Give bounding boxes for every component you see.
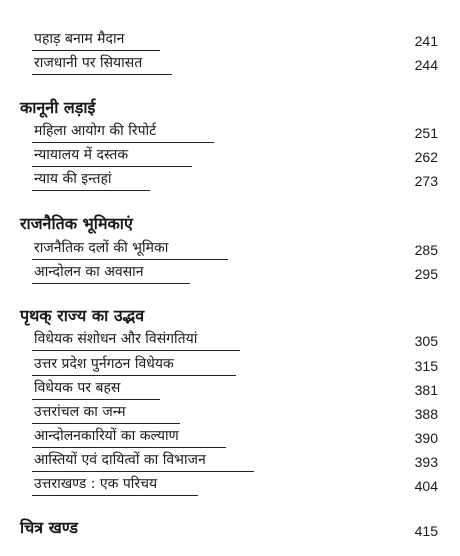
section-heading: पृथक् राज्य का उद्भव (20, 306, 145, 325)
entry-underline (32, 74, 172, 75)
toc-entry (0, 30, 460, 54)
toc-entry-page: 415 (414, 523, 438, 539)
section-heading: राजनैतिक भूमिकाएं (20, 214, 133, 233)
toc-entry (0, 355, 460, 379)
entry-underline (32, 190, 150, 191)
entry-underline (32, 423, 180, 424)
toc-entry-title: विधेयक संशोधन और विसंगतियां (34, 331, 198, 347)
toc-entry-page: 273 (414, 173, 438, 189)
entry-underline (32, 350, 240, 351)
entry-underline (32, 471, 254, 472)
toc-entry (0, 451, 460, 475)
entry-underline (32, 283, 190, 284)
toc-entry-page: 295 (414, 266, 438, 282)
toc-entry (0, 122, 460, 146)
section-heading: कानूनी लड़ाई (20, 98, 96, 117)
toc-entry (0, 170, 460, 194)
toc-entry-title: उत्तराखण्ड : एक परिचय (34, 476, 158, 492)
toc-entry (0, 239, 460, 263)
entry-underline (32, 495, 198, 496)
toc-entry-page: 404 (414, 478, 438, 494)
toc-entry-page: 305 (414, 333, 438, 349)
toc-entry-page: 244 (414, 57, 438, 73)
entry-underline (32, 375, 236, 376)
toc-entry-page: 315 (414, 358, 438, 374)
toc-entry-title: राजधानी पर सियासत (34, 55, 143, 71)
toc-entry-title: उत्तरांचल का जन्म (34, 404, 126, 420)
toc-entry-page: 285 (414, 242, 438, 258)
toc-entry-title: आस्तियों एवं दायित्वों का विभाजन (34, 452, 206, 468)
toc-entry-title: राजनैतिक दलों की भूमिका (34, 240, 169, 256)
entry-underline (32, 399, 160, 400)
toc-entry (0, 54, 460, 78)
toc-entry-title: आन्दोलन का अवसान (34, 264, 144, 280)
entry-underline (32, 50, 160, 51)
toc-entry-page: 381 (414, 382, 438, 398)
toc-entry (0, 475, 460, 499)
toc-entry-page: 393 (414, 454, 438, 470)
toc-entry (0, 146, 460, 170)
toc-entry (0, 427, 460, 451)
section-heading: चित्र खण्ड (20, 518, 78, 537)
toc-entry-title: विधेयक पर बहस (34, 380, 121, 396)
toc-entry-page: 262 (414, 149, 438, 165)
entry-underline (32, 259, 228, 260)
toc-entry-title: न्यायालय में दस्तक (34, 147, 129, 163)
toc-entry (0, 379, 460, 403)
entry-underline (32, 142, 214, 143)
toc-entry-page: 388 (414, 406, 438, 422)
toc-entry (0, 403, 460, 427)
toc-entry (0, 330, 460, 354)
toc-entry-page: 390 (414, 430, 438, 446)
toc-entry-page: 251 (414, 125, 438, 141)
entry-underline (32, 166, 192, 167)
toc-entry-title: न्याय की इन्तहां (34, 171, 112, 187)
toc-entry-page: 241 (414, 33, 438, 49)
toc-entry (0, 263, 460, 287)
toc-entry-title: महिला आयोग की रिपोर्ट (34, 123, 157, 139)
entry-underline (32, 447, 226, 448)
toc-entry-title: उत्तर प्रदेश पुर्नगठन विधेयक (34, 356, 174, 372)
toc-entry-title: आन्दोलनकारियों का कल्याण (34, 428, 179, 444)
toc-entry-title: पहाड़ बनाम मैदान (34, 31, 125, 47)
